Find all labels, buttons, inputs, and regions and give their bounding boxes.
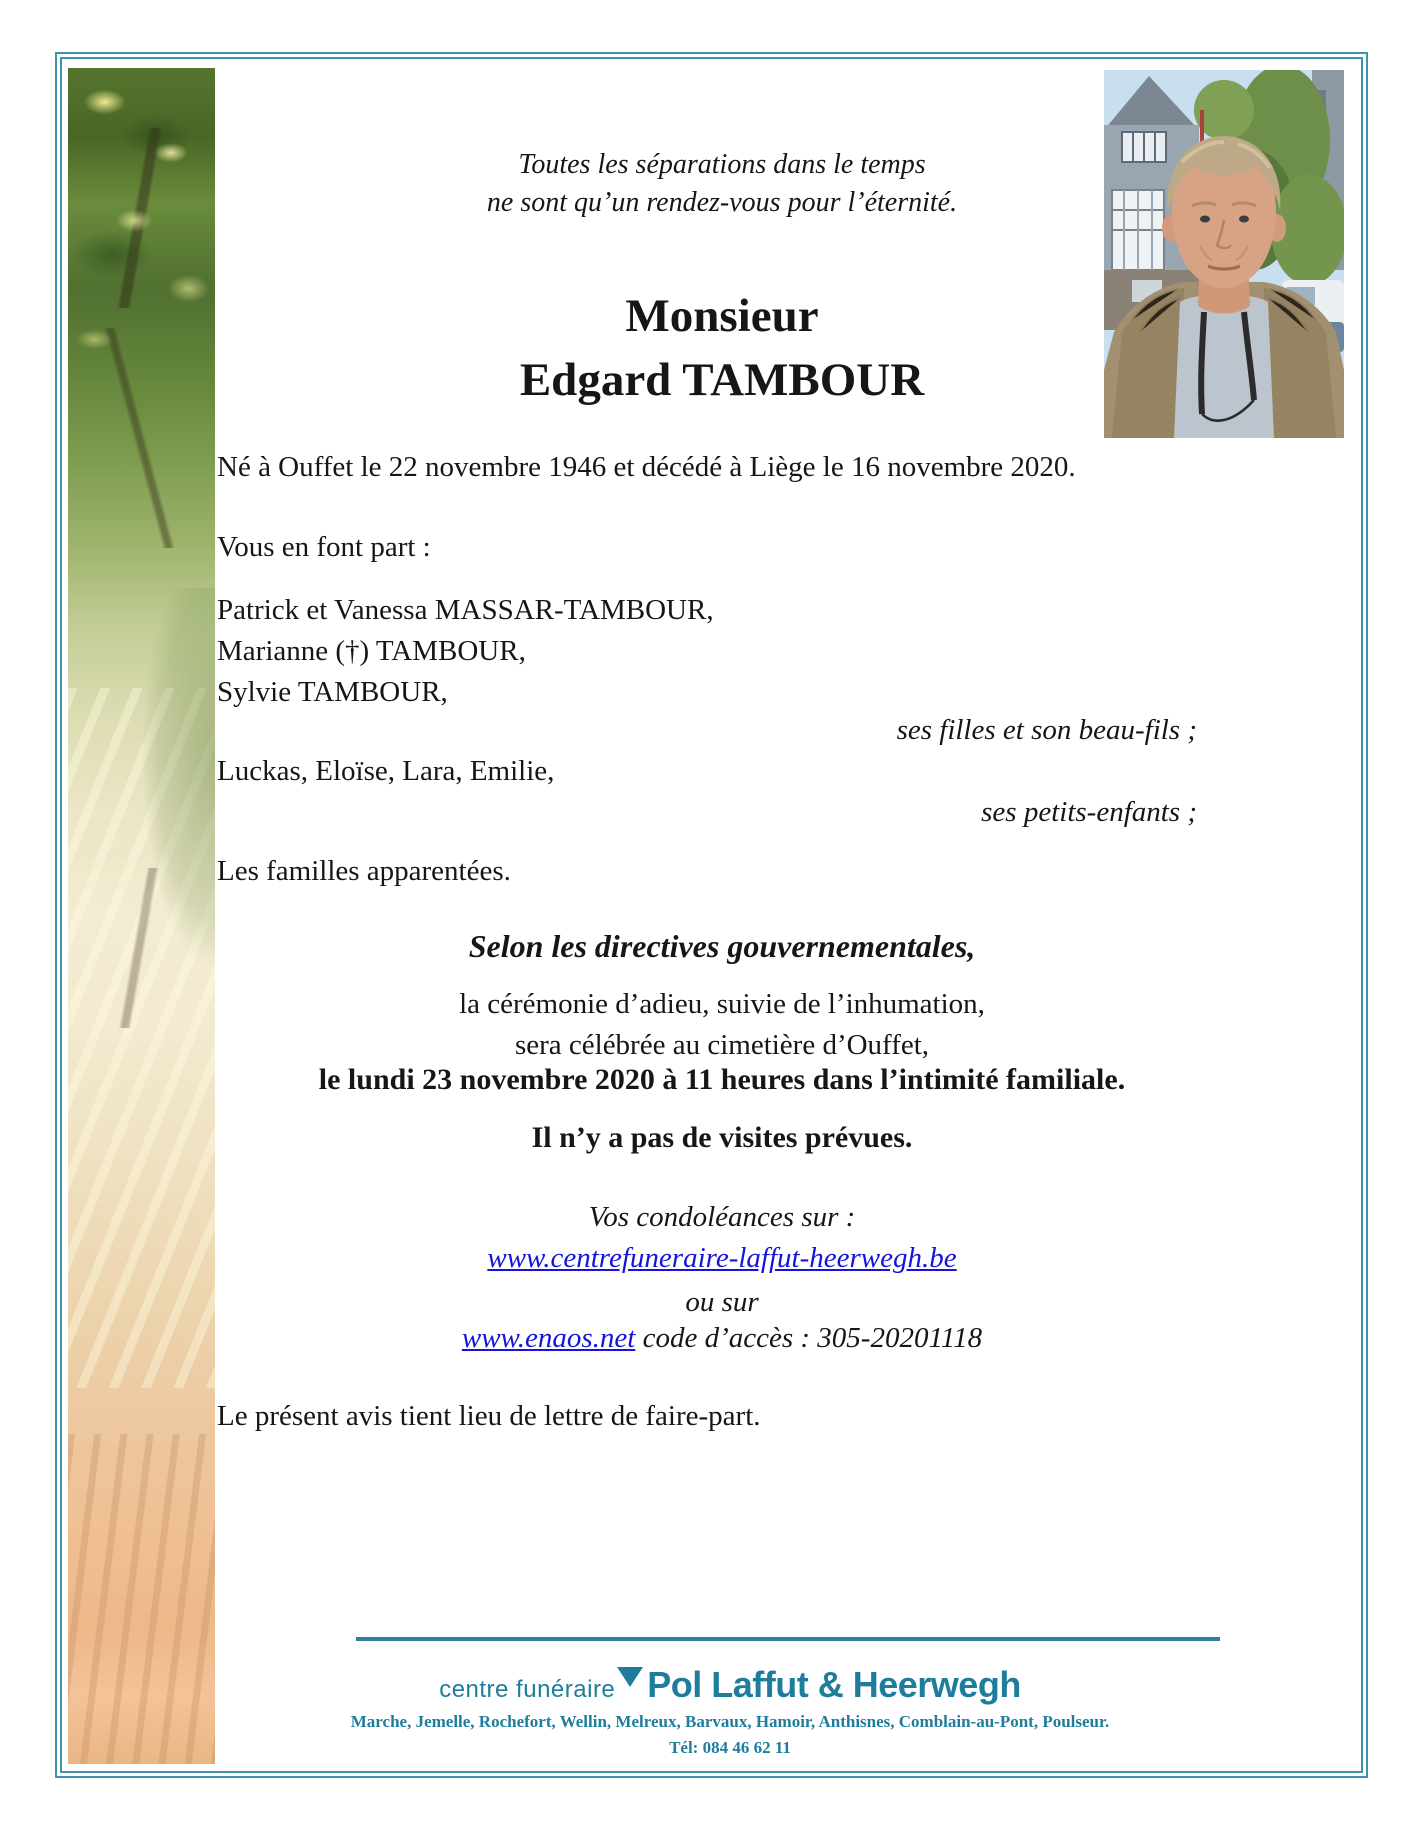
brand-name: Pol Laffut & Heerwegh <box>647 1664 1021 1705</box>
brand-triangle-icon <box>617 1667 643 1687</box>
family-line-1: Patrick et Vanessa MASSAR-TAMBOUR, <box>217 594 714 626</box>
no-visits-line: Il n’y a pas de visites prévues. <box>531 1121 913 1154</box>
brand-prefix: centre funéraire <box>439 1676 616 1703</box>
opening-quote <box>217 146 1227 222</box>
enaos-link[interactable]: www.enaos.net <box>461 1322 636 1354</box>
footer-cities: Marche, Jemelle, Rochefort, Wellin, Melreux, Barvaux, Hamoir, Anthisnes, Comblain-au-Pont, Poulseur. <box>350 1712 1110 1731</box>
family-names <box>217 590 714 713</box>
government-directives: Selon les directives gouvernementales, <box>468 928 976 964</box>
family-line-3: Sylvie TAMBOUR, <box>217 676 448 708</box>
or-text: ou sur <box>685 1286 759 1318</box>
enaos-access-code: code d’accès : 305-20201118 <box>635 1322 983 1354</box>
family-line-2: Marianne (†) TAMBOUR, <box>217 635 526 667</box>
notice-line: Le présent avis tient lieu de lettre de faire-part. <box>217 1400 761 1432</box>
ceremony-line-2: sera célébrée au cimetière d’Ouffet, <box>514 1029 930 1061</box>
quote-line-2: ne sont qu’un rendez-vous pour l’éternité. <box>486 187 958 218</box>
deceased-title <box>217 284 1227 412</box>
announce-intro: Vous en font part : <box>217 531 431 563</box>
ceremony-details <box>217 984 1227 1066</box>
quote-line-1: Toutes les séparations dans le temps <box>518 149 926 180</box>
condolences-link[interactable]: www.centrefuneraire-laffut-heerwegh.be <box>487 1242 957 1274</box>
grandchildren-names: Luckas, Eloïse, Lara, Emilie, <box>217 755 555 787</box>
condolences-link-row <box>217 1242 1227 1275</box>
enaos-row <box>217 1322 1227 1355</box>
title-prefix: Monsieur <box>625 290 819 342</box>
footer-divider-rule <box>356 1637 1220 1641</box>
birth-death-line: Né à Ouffet le 22 novembre 1946 et décédé à Liège le 16 novembre 2020. <box>217 451 1076 483</box>
relation-daughters: ses filles et son beau-fils ; <box>896 714 1197 746</box>
related-families: Les familles apparentées. <box>217 855 511 887</box>
condolences-label: Vos condoléances sur : <box>588 1201 856 1233</box>
footer-phone: Tél: 084 46 62 11 <box>669 1738 791 1757</box>
forest-path-photo-strip <box>68 68 215 1764</box>
ceremony-date: le lundi 23 novembre 2020 à 11 heures dans l’intimité familiale. <box>318 1063 1126 1096</box>
relation-grandchildren: ses petits-enfants ; <box>981 796 1197 828</box>
deceased-name: Edgard TAMBOUR <box>519 354 925 406</box>
funeral-home-logo <box>230 1664 1230 1706</box>
ceremony-line-1: la cérémonie d’adieu, suivie de l’inhumation, <box>459 988 985 1020</box>
